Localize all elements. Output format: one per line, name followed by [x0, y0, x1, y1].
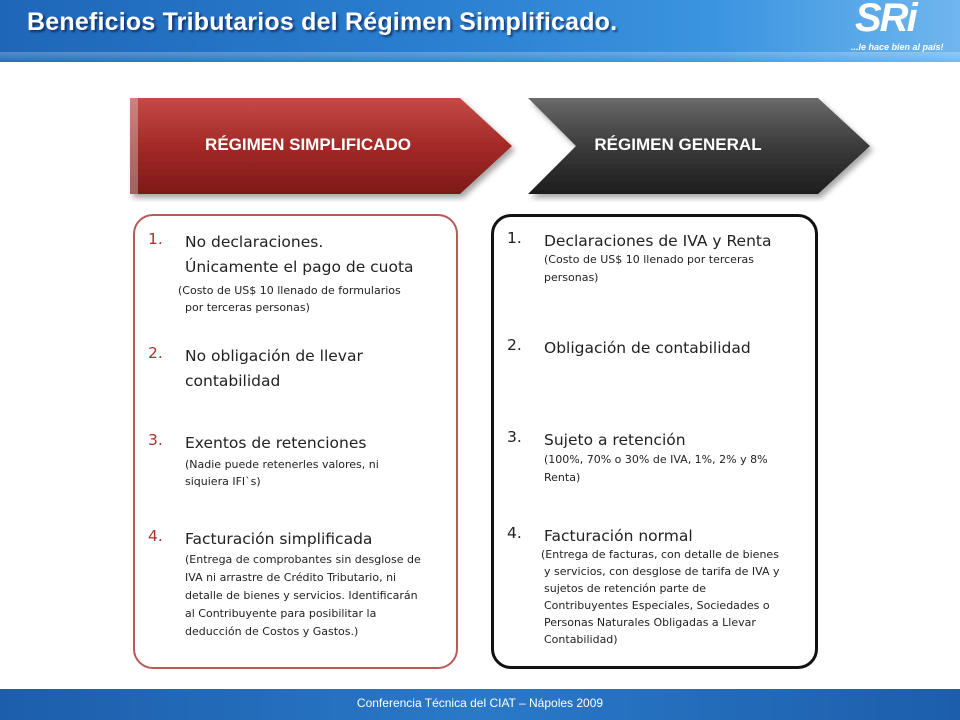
item-note: personas)	[544, 271, 599, 284]
item-note: Personas Naturales Obligadas a Llevar	[544, 616, 756, 629]
general-label: RÉGIMEN GENERAL	[594, 135, 762, 154]
item-note: Renta)	[544, 471, 581, 484]
item-note: detalle de bienes y servicios. Identificarán	[185, 589, 418, 602]
item-number: 2.	[148, 344, 163, 362]
item-note: siquiera IFI`s)	[185, 475, 261, 488]
item-text: No declaraciones.	[185, 233, 324, 251]
slide-title: Beneficios Tributarios del Régimen Simplificado.	[27, 8, 618, 36]
item-number: 3.	[148, 431, 163, 449]
item-note: deducción de Costos y Gastos.)	[185, 625, 359, 638]
item-number: 3.	[507, 428, 522, 446]
item-note: (Costo de US$ 10 llenado por terceras	[544, 253, 754, 266]
sri-logo	[845, 2, 955, 60]
regime-arrows	[118, 92, 878, 206]
logo-slogan: ...le hace bien al país!	[851, 42, 944, 52]
item-text: contabilidad	[185, 372, 281, 390]
header-wave	[0, 52, 960, 64]
item-note: (Entrega de facturas, con detalle de bienes	[541, 548, 779, 561]
logo-text: SRi	[855, 0, 916, 40]
header-bar	[0, 0, 960, 62]
item-text: Declaraciones de IVA y Renta	[544, 232, 772, 250]
item-text: Únicamente el pago de cuota	[185, 258, 414, 276]
item-note: y servicios, con desglose de tarifa de IVA y	[544, 565, 780, 578]
item-note: sujetos de retención parte de	[544, 582, 707, 595]
item-text: Sujeto a retención	[544, 431, 686, 449]
item-text: No obligación de llevar	[185, 347, 363, 365]
footer-bar	[0, 689, 960, 720]
item-note: (Costo de US$ 10 llenado de formularios	[178, 284, 401, 297]
item-number: 1.	[148, 230, 163, 248]
item-number: 1.	[507, 229, 522, 247]
item-text: Obligación de contabilidad	[544, 339, 751, 357]
item-number: 2.	[507, 336, 522, 354]
item-note: IVA ni arrastre de Crédito Tributario, ni	[185, 571, 397, 584]
item-text: Exentos de retenciones	[185, 434, 367, 452]
item-note: Contribuyentes Especiales, Sociedades o	[544, 599, 770, 612]
item-note: (100%, 70% o 30% de IVA, 1%, 2% y 8%	[544, 453, 768, 466]
item-note: Contabilidad)	[544, 633, 618, 646]
item-note: (Nadie puede retenerles valores, ni	[185, 458, 379, 471]
item-note: (Entrega de comprobantes sin desglose de	[185, 553, 421, 566]
item-number: 4.	[507, 524, 522, 542]
item-number: 4.	[148, 527, 163, 545]
item-text: Facturación simplificada	[185, 530, 373, 548]
footer-text: Conferencia Técnica del CIAT – Nápoles 2009	[356, 696, 604, 710]
item-note: por terceras personas)	[185, 301, 310, 314]
item-text: Facturación normal	[544, 527, 693, 545]
item-note: al Contribuyente para posibilitar la	[185, 607, 377, 620]
simplificado-label: RÉGIMEN SIMPLIFICADO	[205, 135, 411, 154]
